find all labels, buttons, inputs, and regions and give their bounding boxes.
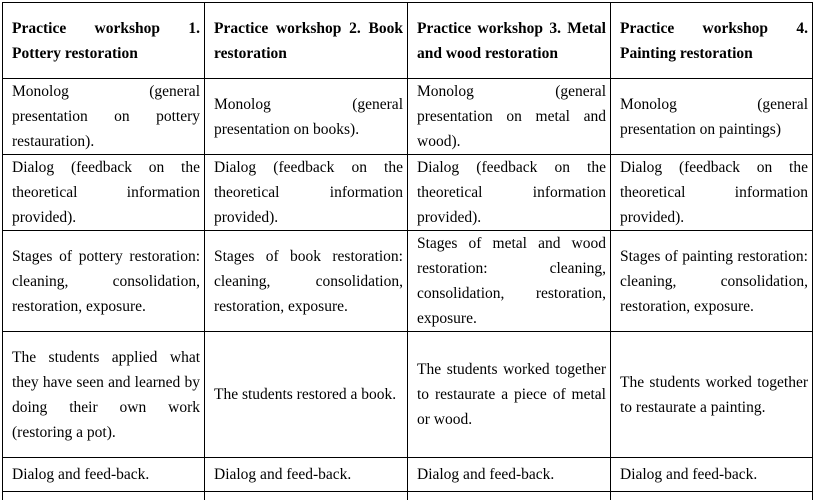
table-row-empty (3, 492, 813, 500)
table-cell: Stages of pottery restoration: cleaning, consolidation, restoration, exposure. (3, 231, 205, 332)
header-workshop-2: Practice workshop 2. Book restoration (205, 3, 408, 79)
table-cell: Monolog (general presentation on books). (205, 79, 408, 155)
table-cell: The students applied what they have seen and learned by doing their own work (restoring a pot). (3, 332, 205, 458)
table-cell: Dialog (feedback on the theoretical information provided). (408, 155, 611, 231)
table-cell: Stages of painting restoration: cleaning, consolidation, restoration, exposure. (611, 231, 813, 332)
table-row (3, 79, 813, 155)
table-row (3, 332, 813, 458)
table-cell: Dialog and feed-back. (611, 458, 813, 492)
workshop-table (2, 2, 813, 500)
table-cell: Monolog (general presentation on metal and wood). (408, 79, 611, 155)
table-cell: The students worked together to restaurate a piece of metal or wood. (408, 332, 611, 458)
table-cell: Dialog and feed-back. (205, 458, 408, 492)
table-cell-empty (3, 492, 205, 500)
table-cell: The students worked together to restaurate a painting. (611, 332, 813, 458)
table-cell: The students restored a book. (205, 332, 408, 458)
table-cell-empty (408, 492, 611, 500)
table-cell: Monolog (general presentation on pottery restauration). (3, 79, 205, 155)
table-cell: Dialog (feedback on the theoretical information provided). (3, 155, 205, 231)
table-cell: Dialog and feed-back. (3, 458, 205, 492)
header-workshop-1: Practice workshop 1. Pottery restoration (3, 3, 205, 79)
table-cell-empty (611, 492, 813, 500)
table-cell: Stages of metal and wood restoration: cleaning, consolidation, restoration, exposure. (408, 231, 611, 332)
table-cell: Monolog (general presentation on paintings) (611, 79, 813, 155)
header-workshop-3: Practice workshop 3. Metal and wood restoration (408, 3, 611, 79)
table-cell-empty (205, 492, 408, 500)
table-cell: Dialog and feed-back. (408, 458, 611, 492)
table-cell: Dialog (feedback on the theoretical information provided). (611, 155, 813, 231)
table-header-row (3, 3, 813, 79)
header-workshop-4: Practice workshop 4. Painting restoration (611, 3, 813, 79)
table-row (3, 231, 813, 332)
table-cell: Dialog (feedback on the theoretical information provided). (205, 155, 408, 231)
table-row (3, 155, 813, 231)
table-cell: Stages of book restoration: cleaning, consolidation, restoration, exposure. (205, 231, 408, 332)
table-row (3, 458, 813, 492)
